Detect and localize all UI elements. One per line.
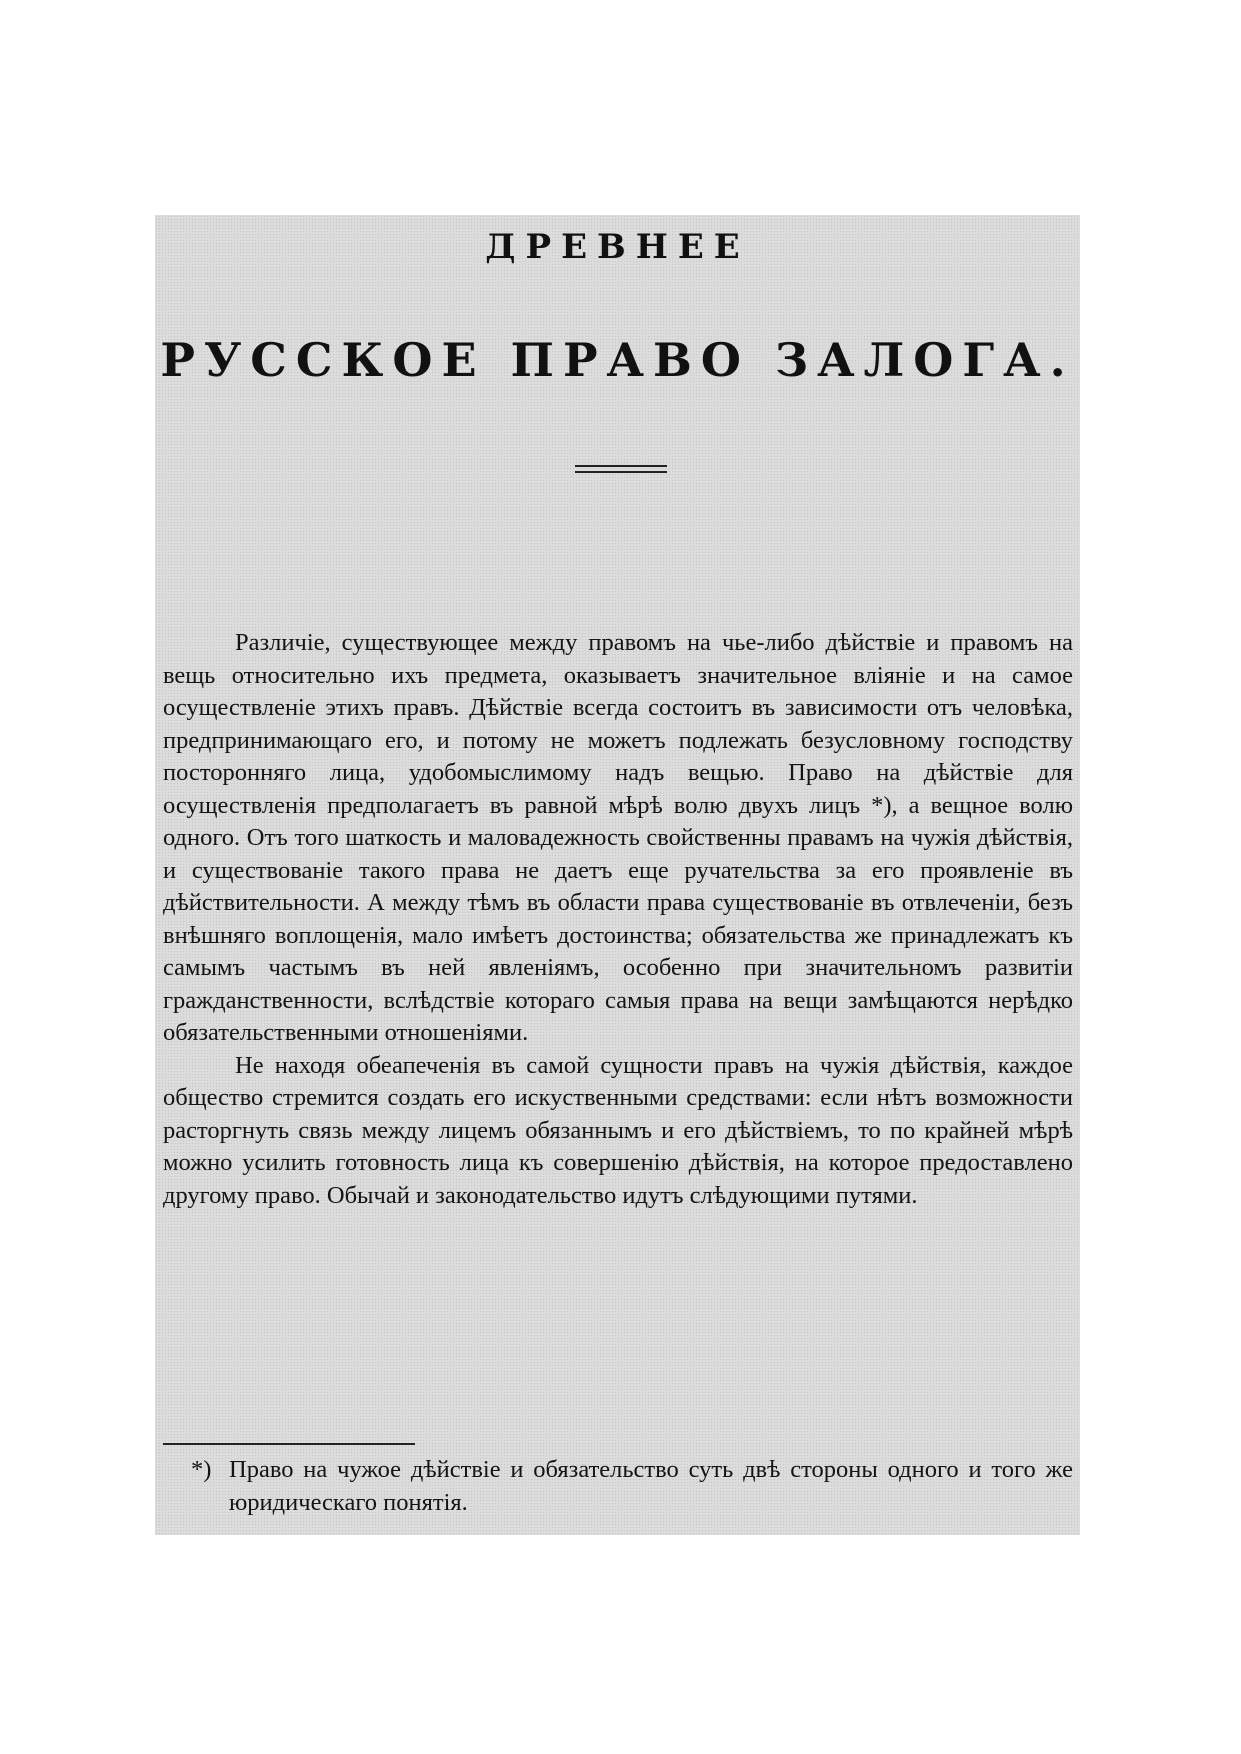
footnote — [191, 1453, 1073, 1519]
footnote-text: Право на чужое дѣйствіе и обязательство суть двѣ стороны одного и того же юридическаго понятія. — [229, 1456, 1073, 1516]
title-line-1: ДРЕВНЕЕ — [485, 227, 750, 267]
body-text — [163, 627, 1073, 1212]
title-ornament-divider — [575, 463, 667, 475]
paragraph-2: Не находя обеапеченія въ самой сущности правъ на чужія дѣйствія, каждое общество стремится создать его искуственными средствами: если нѣтъ возможности расторгнуть связь между лицемъ обязаннымъ и его дѣйствіемъ, то по крайней мѣрѣ можно усилить готовность лица къ совершенію дѣйствія, на которое предоставлено другому право. Обычай и законодательство идутъ слѣдующими путями. — [163, 1051, 1073, 1209]
ornament-line-top — [575, 465, 667, 467]
footnote-divider — [163, 1443, 415, 1445]
footnote-mark: *) — [191, 1456, 212, 1483]
ornament-line-bottom — [575, 471, 667, 473]
page-title: РУССКОЕ ПРАВО ЗАЛОГА. — [160, 333, 1075, 387]
paragraph-1: Различіе, существующее между правомъ на чье-либо дѣйствіе и правомъ на вещь относительно ихъ предмета, оказываетъ значительное вліяніе и на самое осуществленіе этихъ правъ. Дѣйствіе всегда состоитъ въ зависимости отъ человѣка, предпринимающаго его, и потому не можетъ подлежать безусловному господству посторонняго лица, удобомыслимому надъ вещью. Право на дѣйствіе для осуществленія предполагаетъ въ равной мѣрѣ волю двухъ лицъ *), а вещное волю одного. Отъ того шаткость и маловадежность свойственны правамъ на чужія дѣйствія, и существованіе такого права не даетъ еще ручательства за его проявленіе въ дѣйствительности. А между тѣмъ въ области права существованіе въ отвлеченіи, безъ внѣшняго воплощенія, мало имѣетъ достоинства; обязательства же принадлежатъ къ самымъ частымъ въ ней явленіямъ, особенно при значительномъ развитіи гражданственности, вслѣдствіе котораго самыя права на вещи замѣщаются нерѣдко обязательственными отношеніями. — [163, 629, 1073, 1046]
scanned-page — [155, 215, 1080, 1535]
